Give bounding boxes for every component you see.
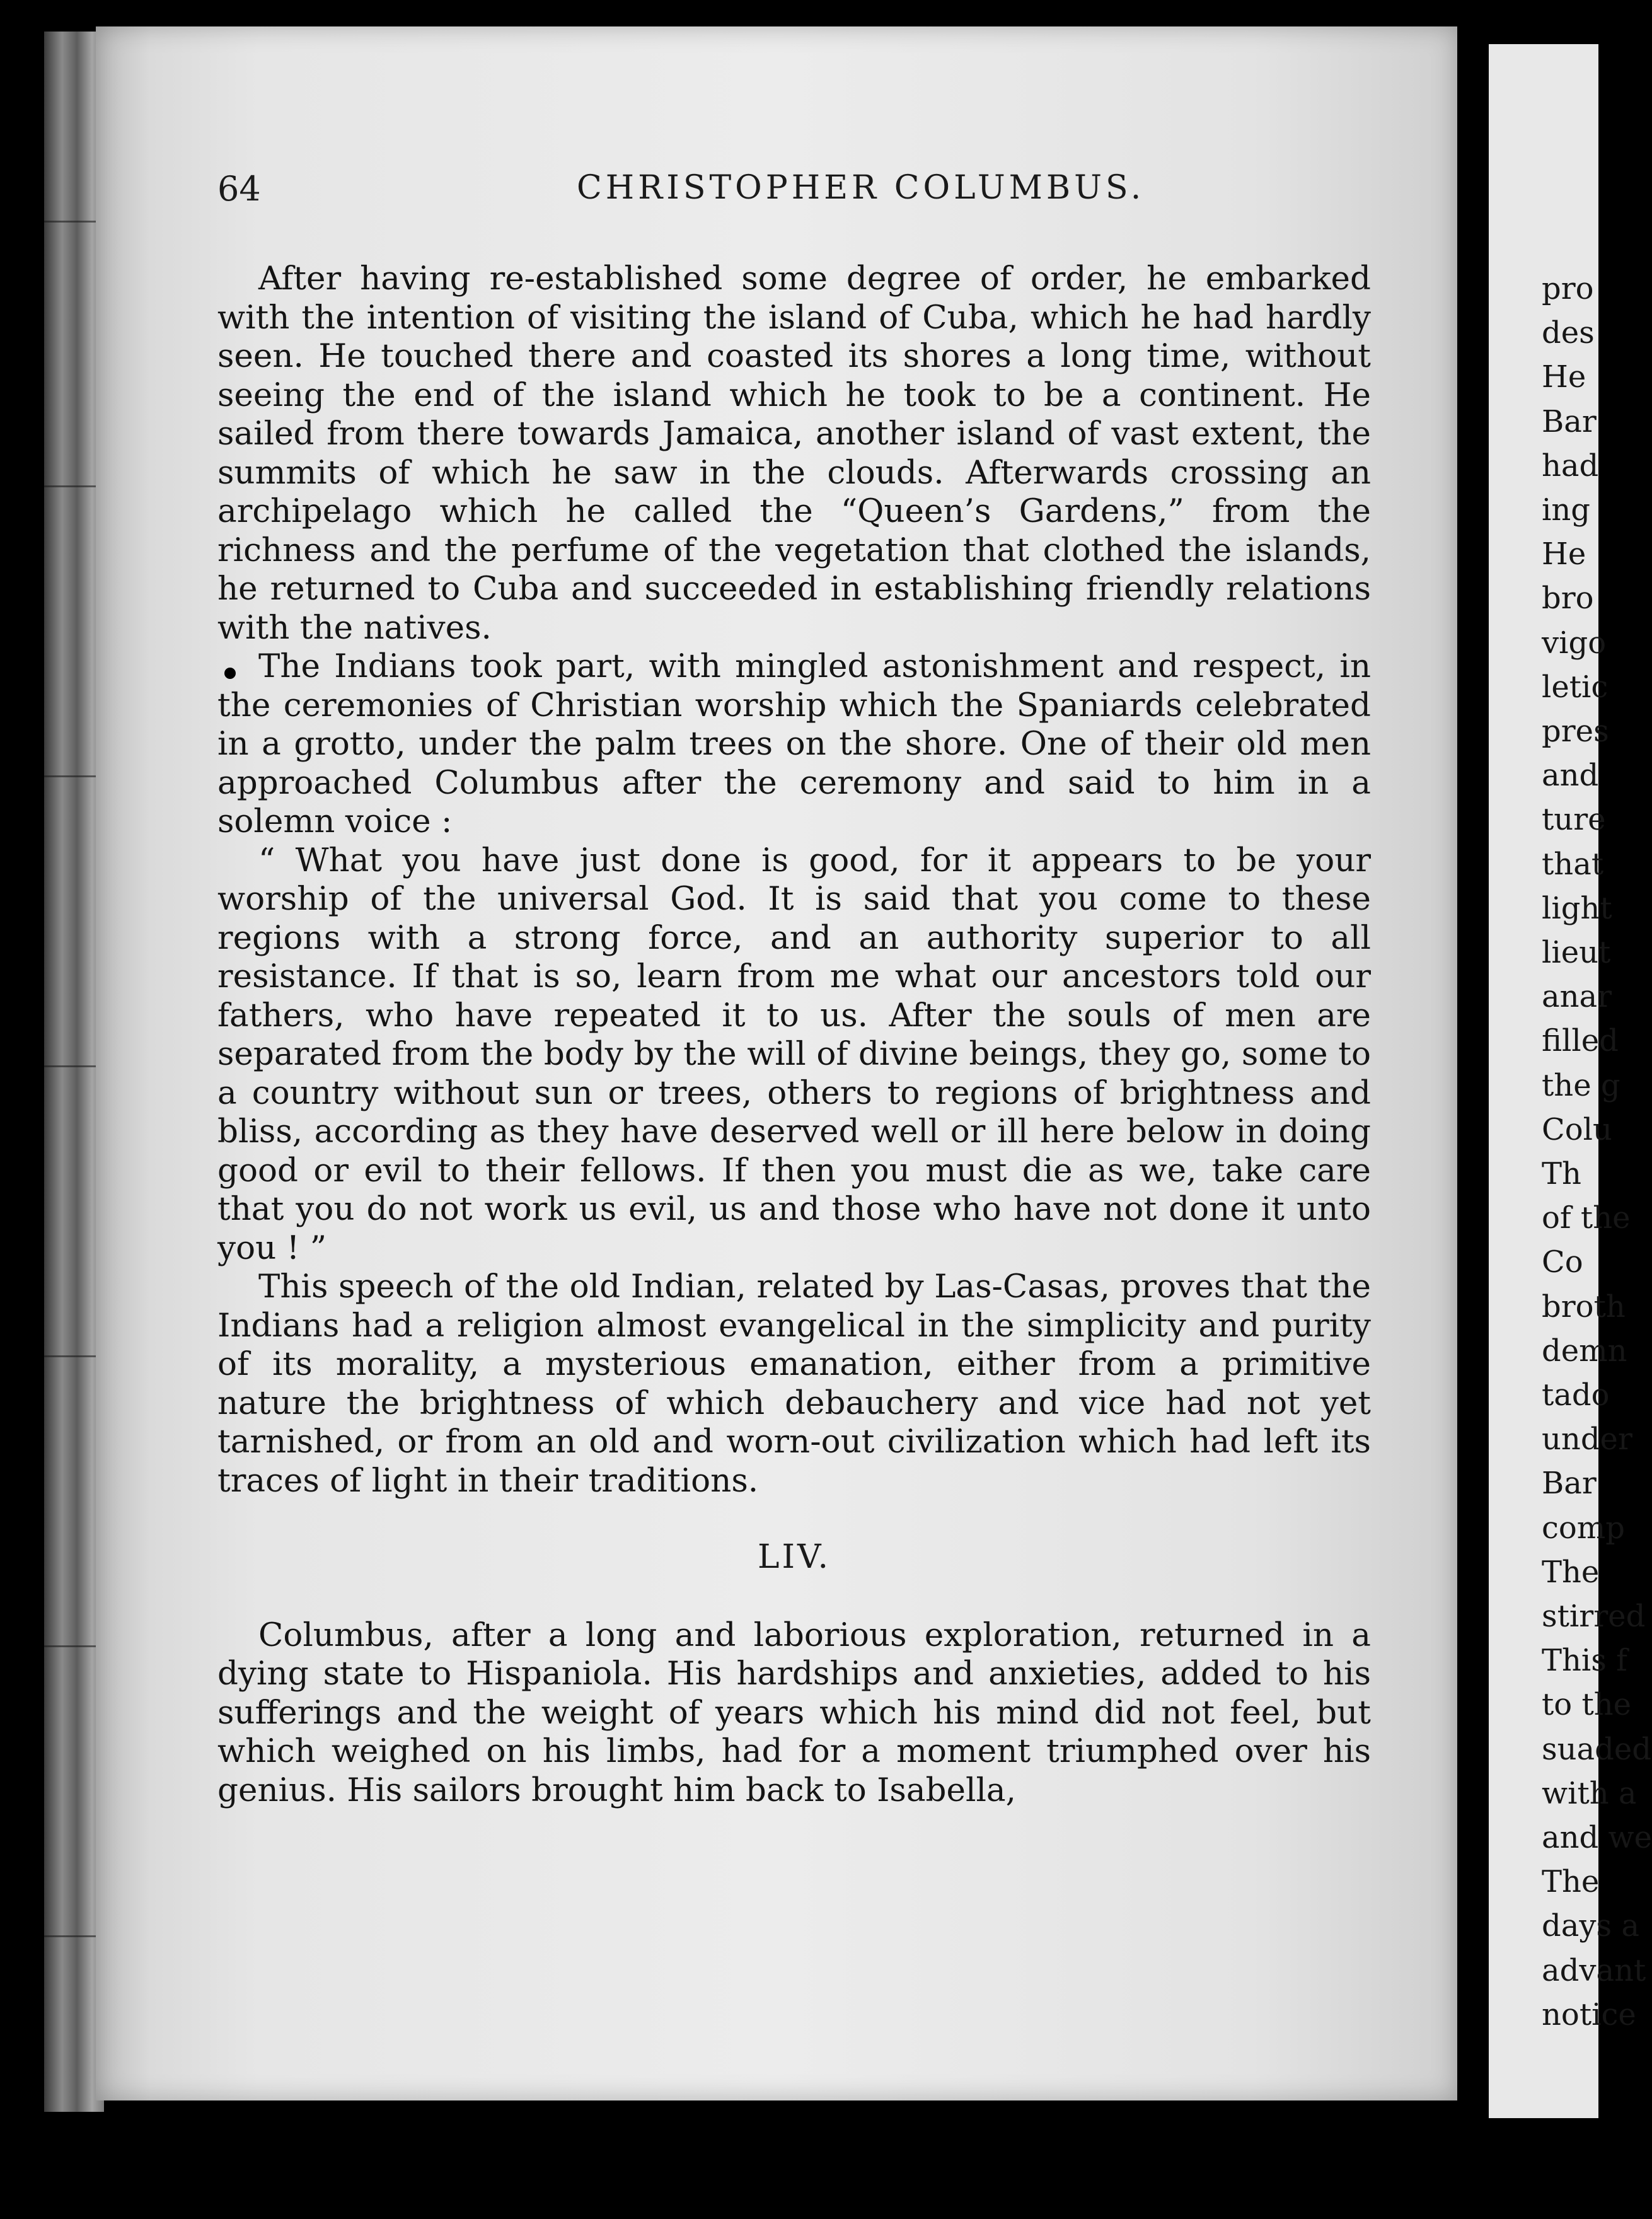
facing-line-fragment: Colu — [1542, 1111, 1612, 1147]
facing-line-fragment: The — [1542, 1864, 1600, 1900]
page-body — [217, 260, 1371, 1810]
facing-line-fragment: Bar — [1542, 403, 1597, 439]
section-heading: LIV. — [757, 1538, 831, 1576]
facing-line-fragment: Co — [1542, 1244, 1583, 1280]
facing-line-fragment: of the — [1542, 1200, 1631, 1236]
facing-line-fragment: This f — [1542, 1643, 1627, 1679]
facing-line-fragment: He — [1542, 359, 1586, 395]
stack-line — [44, 221, 104, 223]
facing-page-fragment — [1489, 44, 1652, 2118]
facing-line-fragment: vigo — [1542, 625, 1607, 661]
facing-line-fragment: anar — [1542, 979, 1612, 1015]
facing-line-fragment: and we — [1542, 1820, 1652, 1855]
facing-line-fragment: had — [1542, 448, 1599, 484]
facing-line-fragment: that — [1542, 846, 1604, 882]
facing-line-fragment: with a — [1542, 1775, 1637, 1811]
facing-line-fragment: to the — [1542, 1687, 1632, 1723]
facing-line-fragment: bro — [1542, 581, 1594, 617]
stack-line — [44, 1645, 104, 1647]
facing-line-fragment: Th — [1542, 1156, 1581, 1191]
facing-line-fragment: comp — [1542, 1510, 1626, 1546]
paragraph: After having re-established some degree of order, he embarked with the intention of visiting the island of Cuba, which he had hardly seen. He touched there and coasted its shores a long time, without seeing the end of the island which he took to be a continent. He sailed from there towards Jamaica, another island of vast extent, the summits of which he saw in the clouds. Afterwards crossing an archipelago which he called the “Queen’s Gardens,” from the richness and the perfume of the vegetation that clothed the islands, he returned to Cuba and succeeded in establishing friendly relations with the natives. — [217, 260, 1371, 647]
facing-line-fragment: ture — [1542, 802, 1606, 838]
paragraph: The Indians took part, with mingled astonishment and respect, in the ceremonies of Christian worship which the Spaniards celebrated in a grotto, under the palm trees on the shore. One of their old men approached Columbus after the ceremony and said to him in a solemn voice : — [217, 647, 1371, 840]
facing-line-fragment: lieut — [1542, 935, 1611, 970]
facing-line-fragment: pro — [1542, 271, 1594, 306]
page-header — [217, 169, 1371, 213]
facing-line-fragment: and — [1542, 758, 1599, 794]
facing-line-fragment: letic — [1542, 669, 1609, 705]
facing-line-fragment: pres — [1542, 714, 1609, 749]
stack-line — [44, 1355, 104, 1357]
facing-line-fragment: des — [1542, 315, 1595, 351]
facing-line-fragment: The — [1542, 1554, 1600, 1590]
stack-line — [44, 485, 104, 487]
page-number: 64 — [217, 169, 261, 209]
paragraph: This speech of the old Indian, related by Las-Casas, proves that the Indians had a religion almost evangelical in the simplicity and purity of its morality, a mysterious emanation, either from a primitive nature the brightness of which debauchery and vice had not yet tarnished, or from an old and worn-out civilization which had left its traces of light in their traditions. — [217, 1268, 1371, 1500]
facing-line-fragment: days a — [1542, 1908, 1639, 1944]
facing-line-fragment: the g — [1542, 1067, 1620, 1103]
facing-line-fragment: He — [1542, 536, 1586, 572]
facing-line-fragment: suaded — [1542, 1731, 1652, 1767]
running-head: CHRISTOPHER COLUMBUS. — [577, 169, 1145, 207]
facing-line-fragment: notice — [1542, 1996, 1636, 2032]
facing-line-fragment: broth — [1542, 1289, 1626, 1324]
stack-line — [44, 1065, 104, 1067]
facing-line-fragment: advant — [1542, 1952, 1646, 1988]
paragraph: Columbus, after a long and laborious exploration, returned in a dying state to Hispaniola. His hardships and anxieties, added to his sufferings and the weight of years which his mind did not feel, but which weighed on his limbs, had for a moment triumphed over his genius. His sailors brought him back to Isabella, — [217, 1616, 1371, 1809]
facing-line-fragment: filled — [1542, 1023, 1619, 1059]
facing-line-fragment: tado — [1542, 1377, 1610, 1413]
facing-line-fragment: under — [1542, 1422, 1632, 1457]
stack-line — [44, 1935, 104, 1937]
facing-line-fragment: ing — [1542, 492, 1590, 528]
facing-line-fragment: stirred — [1542, 1599, 1646, 1634]
quoted-speech: “ What you have just done is good, for it appears to be your worship of the universal God. It is said that you come to these regions with a strong force, and an authority superior to all resistance. If that is so, learn from me what our ancestors told our fathers, who have repeated it to us. After the souls of men are separated from the body by the will of divine beings, they go, some to a country without sun or trees, others to regions of brightness and bliss, according as they have deserved well or ill here below in doing good or evil to their fellows. If then you must die as we, take care that you do not work us evil, us and those who have not done it unto you ! ” — [217, 841, 1371, 1267]
page-stack-edge — [44, 32, 104, 2112]
stack-line — [44, 775, 104, 777]
facing-line-fragment: light — [1542, 890, 1612, 926]
facing-line-fragment: demn — [1542, 1333, 1627, 1369]
facing-line-fragment: Bar — [1542, 1466, 1597, 1502]
